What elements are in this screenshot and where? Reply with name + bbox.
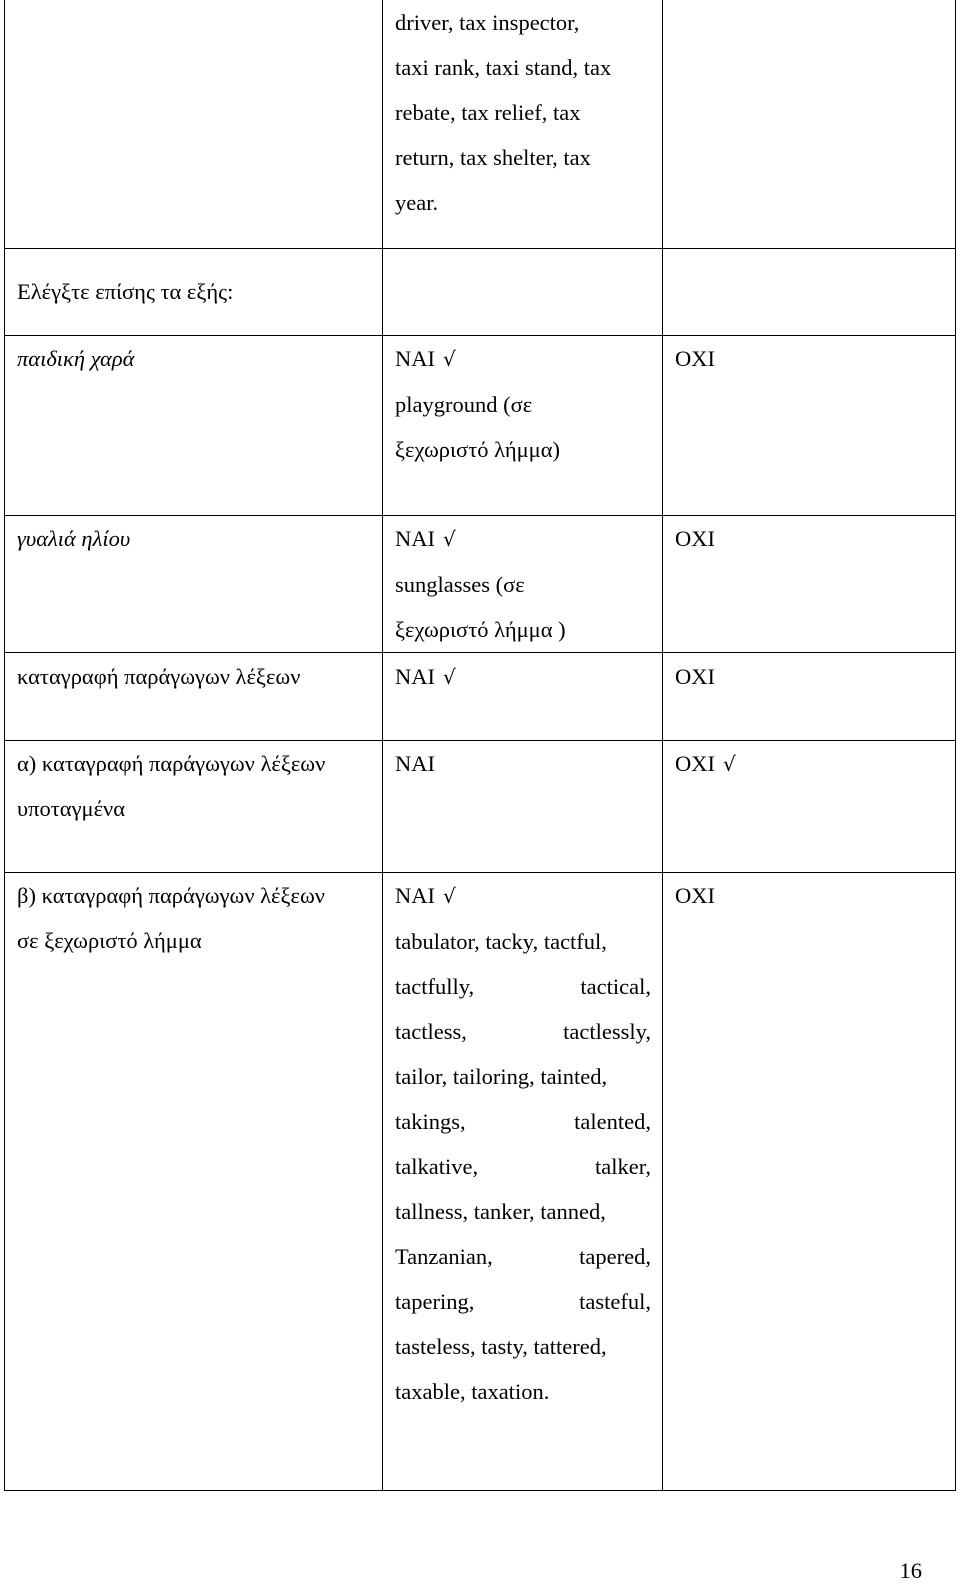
term-playground: παιδική χαρά (17, 345, 135, 371)
derived-word-line (395, 964, 651, 1009)
row1-line: rebate, tax relief, tax (395, 100, 581, 125)
subordinate-label: υποταγμένα (17, 795, 125, 821)
no-label: ΟΧΙ (675, 525, 715, 551)
table-row (5, 248, 956, 335)
derived-word-text: tactical, (580, 973, 651, 999)
derived-word-text: tapering, (395, 1288, 475, 1314)
derived-word-line (395, 1369, 662, 1414)
row1-line: year. (395, 190, 439, 215)
row1-col-c (663, 0, 956, 248)
derived-word-text: tapered, (579, 1243, 651, 1269)
term-sunglasses: γυαλιά ηλίου (17, 525, 131, 551)
table-row (5, 740, 956, 872)
row5-col-c (663, 652, 956, 740)
no-label: ΟΧΙ (675, 345, 715, 371)
row5-col-a (5, 652, 383, 740)
derived-word-line (395, 1234, 651, 1279)
yes-label: ΝΑΙ (395, 345, 435, 371)
row7-col-a (5, 872, 383, 1491)
derived-word-text: tasteless, tasty, tattered, (395, 1333, 607, 1359)
row4-col-b (383, 515, 663, 652)
row1-line: driver, tax inspector, (395, 10, 580, 35)
row6-col-a (5, 740, 383, 872)
yes-label: ΝΑΙ (395, 750, 435, 776)
derived-word-text: tailor, tailoring, tainted, (395, 1063, 608, 1089)
separate-entry-label: β) καταγραφή παράγωγων λέξεων (17, 882, 325, 908)
row3-col-a (5, 335, 383, 515)
derived-word-text: talkative, (395, 1153, 479, 1179)
no-label: ΟΧΙ (675, 663, 715, 689)
row7-col-b (383, 872, 663, 1491)
row1-line: return, tax shelter, tax (395, 145, 591, 170)
derived-word-text: talented, (574, 1108, 651, 1134)
derived-word-line (395, 1054, 662, 1099)
row3-col-c (663, 335, 956, 515)
dictionary-evaluation-table (4, 0, 956, 1491)
yes-label: ΝΑΙ (395, 882, 435, 908)
derived-word-line (395, 919, 662, 964)
derived-word-text: tactlessly, (563, 1018, 651, 1044)
row2-col-a (5, 248, 383, 335)
derived-words-label: καταγραφή παράγωγων λέξεων (17, 663, 301, 689)
entry-line: playground (σε (395, 391, 533, 417)
derived-word-text: tactless, (395, 1018, 467, 1044)
row4-col-c (663, 515, 956, 652)
row1-col-a (5, 0, 383, 248)
derived-word-text: tactfully, (395, 973, 475, 999)
derived-word-line (395, 1324, 662, 1369)
table-row (5, 0, 956, 248)
no-label: ΟΧΙ (675, 750, 715, 776)
separate-entry-label: σε ξεχωριστό λήμμα (17, 927, 202, 953)
subordinate-label: α) καταγραφή παράγωγων λέξεων (17, 750, 326, 776)
derived-word-text: tasteful, (579, 1288, 651, 1314)
entry-line: sunglasses (σε (395, 571, 525, 597)
derived-word-text: takings, (395, 1108, 466, 1134)
derived-word-text: Tanzanian, (395, 1243, 493, 1269)
derived-word-text: tabulator, tacky, tactful, (395, 928, 607, 954)
derived-word-text: tallness, tanker, tanned, (395, 1198, 606, 1224)
check-mark-icon: √ (443, 346, 456, 371)
row4-col-a (5, 515, 383, 652)
row2-col-c (663, 248, 956, 335)
table-row (5, 652, 956, 740)
entry-line: ξεχωριστό λήμμα) (395, 436, 560, 462)
check-also-heading: Ελέγξτε επίσης τα εξής: (17, 278, 234, 304)
entry-line: ξεχωριστό λήμμα ) (395, 616, 566, 642)
derived-word-text: taxable, taxation. (395, 1378, 550, 1404)
yes-label: ΝΑΙ (395, 663, 435, 689)
table-row (5, 335, 956, 515)
row3-col-b (383, 335, 663, 515)
derived-word-list (395, 919, 662, 1414)
check-mark-icon: √ (443, 883, 456, 908)
check-mark-icon: √ (723, 751, 736, 776)
row5-col-b (383, 652, 663, 740)
table-row (5, 872, 956, 1491)
row1-line: taxi rank, taxi stand, tax (395, 55, 612, 80)
derived-word-line (395, 1009, 651, 1054)
no-label: ΟΧΙ (675, 882, 715, 908)
row7-col-c (663, 872, 956, 1491)
check-mark-icon: √ (443, 664, 456, 689)
row1-col-b (383, 0, 663, 248)
table-row (5, 515, 956, 652)
row2-col-b (383, 248, 663, 335)
page-number: 16 (899, 1558, 922, 1583)
row6-col-b (383, 740, 663, 872)
derived-word-text: talker, (595, 1153, 651, 1179)
derived-word-line (395, 1189, 662, 1234)
derived-word-line (395, 1099, 651, 1144)
derived-word-line (395, 1144, 651, 1189)
check-mark-icon: √ (443, 526, 456, 551)
yes-label: ΝΑΙ (395, 525, 435, 551)
derived-word-line (395, 1279, 651, 1324)
row6-col-c (663, 740, 956, 872)
